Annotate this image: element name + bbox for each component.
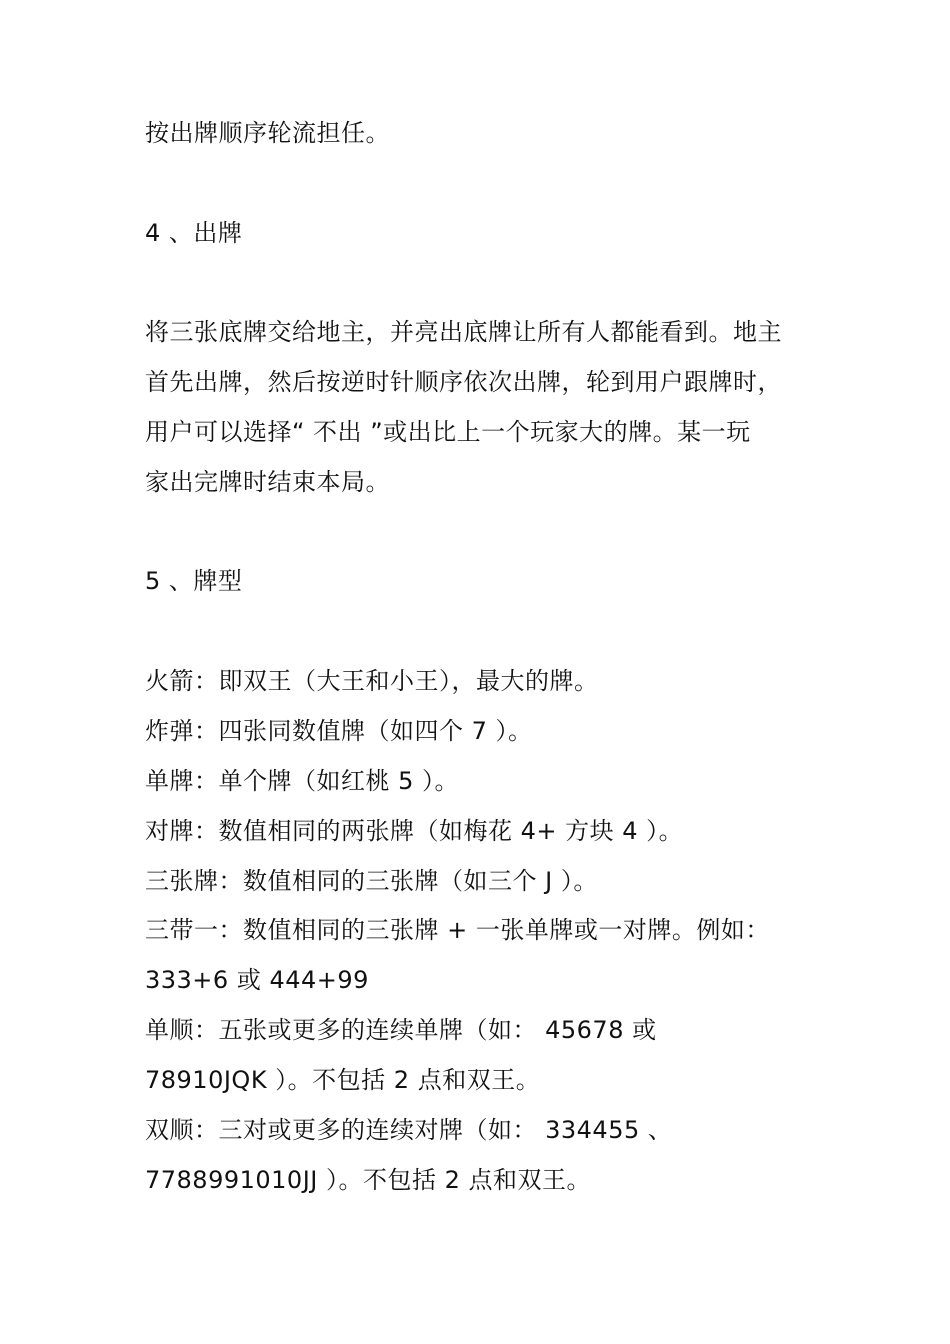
paragraph-line: 将三张底牌交给地主，并亮出底牌让所有人都能看到。地主 — [145, 318, 782, 346]
card-type-single: 单牌：单个牌（如红桃 5 ）。 — [145, 767, 460, 795]
card-type-double-straight-cont: 7788991010JJ ）。不包括 2 点和双王。 — [145, 1166, 592, 1194]
card-type-triple: 三张牌：数值相同的三张牌（如三个 J ）。 — [145, 867, 598, 895]
card-type-triple-example: 333+6 或 444+99 — [145, 966, 369, 994]
section-heading-card-types: 5 、牌型 — [145, 567, 243, 595]
card-type-bomb: 炸弹：四张同数值牌（如四个 7 ）。 — [145, 717, 533, 745]
card-type-pair: 对牌：数值相同的两张牌（如梅花 4+ 方块 4 ）。 — [145, 817, 684, 845]
card-type-double-straight: 双顺：三对或更多的连续对牌（如： 334455 、 — [145, 1116, 673, 1144]
paragraph-line: 首先出牌，然后按逆时针顺序依次出牌，轮到用户跟牌时， — [145, 368, 782, 396]
card-type-straight: 单顺：五张或更多的连续单牌（如： 45678 或 — [145, 1016, 657, 1044]
section-heading-play-cards: 4 、出牌 — [145, 219, 243, 247]
paragraph-line: 家出完牌时结束本局。 — [145, 468, 390, 496]
paragraph-line: 用户可以选择“ 不出 ”或出比上一个玩家大的牌。某一玩 — [145, 418, 751, 446]
card-type-triple-with-one: 三带一：数值相同的三张牌 + 一张单牌或一对牌。例如： — [145, 916, 770, 944]
card-type-rocket: 火箭：即双王（大王和小王），最大的牌。 — [145, 667, 599, 695]
paragraph-line: 按出牌顺序轮流担任。 — [145, 119, 390, 147]
card-type-straight-cont: 78910JQK ）。不包括 2 点和双王。 — [145, 1066, 541, 1094]
